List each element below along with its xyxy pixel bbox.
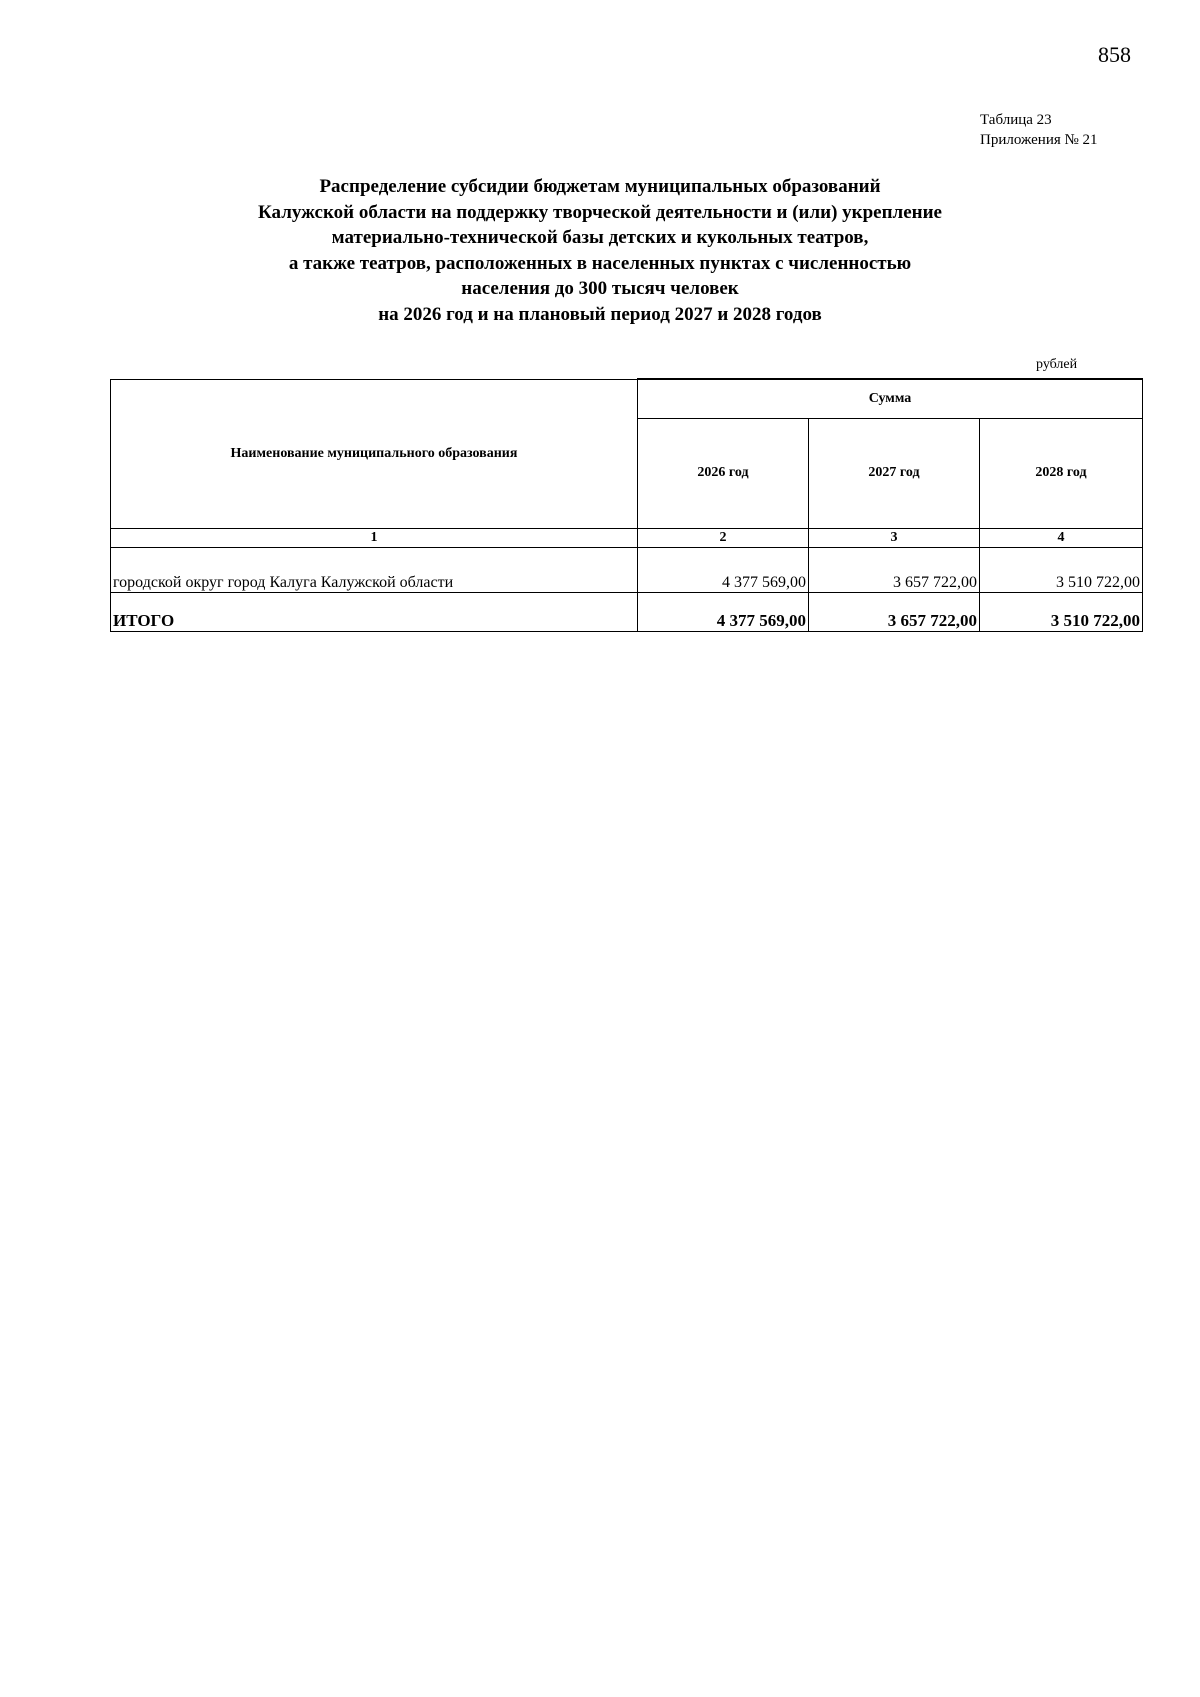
title-line: Распределение субсидии бюджетам муниципальных образований	[319, 176, 881, 197]
column-number: 1	[111, 528, 638, 547]
header-year-2028: 2028 год	[980, 419, 1143, 528]
column-number: 3	[809, 528, 980, 547]
document-title	[160, 174, 1040, 327]
header-municipality-name: Наименование муниципального образования	[111, 379, 638, 528]
total-2027-cell: 3 657 722,00	[809, 592, 980, 631]
page-number: 858	[1098, 42, 1131, 67]
title-line: Калужской области на поддержку творческой деятельности и (или) укрепление	[258, 201, 942, 223]
header-year-2027: 2027 год	[809, 419, 980, 528]
total-2026-cell: 4 377 569,00	[638, 592, 809, 631]
table-ref-line: Таблица 23	[980, 112, 1052, 128]
table-reference	[980, 110, 1098, 150]
title-line: населения до 300 тысяч человек	[461, 278, 739, 299]
total-label-cell: ИТОГО	[111, 592, 638, 631]
table-row	[111, 547, 1143, 592]
column-number: 2	[638, 528, 809, 547]
value-2026-cell: 4 377 569,00	[638, 547, 809, 592]
title-line: материально-технической базы детских и кукольных театров,	[331, 227, 869, 248]
column-number-row	[111, 528, 1143, 547]
title-line: на 2026 год и на плановый период 2027 и 2028 годов	[378, 303, 822, 325]
title-line: а также театров, расположенных в населенных пунктах с численностью	[288, 252, 912, 274]
header-year-2026: 2026 год	[638, 419, 809, 528]
total-row	[111, 592, 1143, 631]
municipality-name-cell: городской округ город Калуга Калужской области	[111, 547, 638, 592]
subsidy-table	[110, 378, 1143, 632]
column-number: 4	[980, 528, 1143, 547]
value-2027-cell: 3 657 722,00	[809, 547, 980, 592]
header-sum: Сумма	[638, 379, 1143, 419]
appendix-ref-line: Приложения № 21	[980, 132, 1098, 148]
value-2028-cell: 3 510 722,00	[980, 547, 1143, 592]
units-label: рублей	[1036, 357, 1078, 372]
total-2028-cell: 3 510 722,00	[980, 592, 1143, 631]
